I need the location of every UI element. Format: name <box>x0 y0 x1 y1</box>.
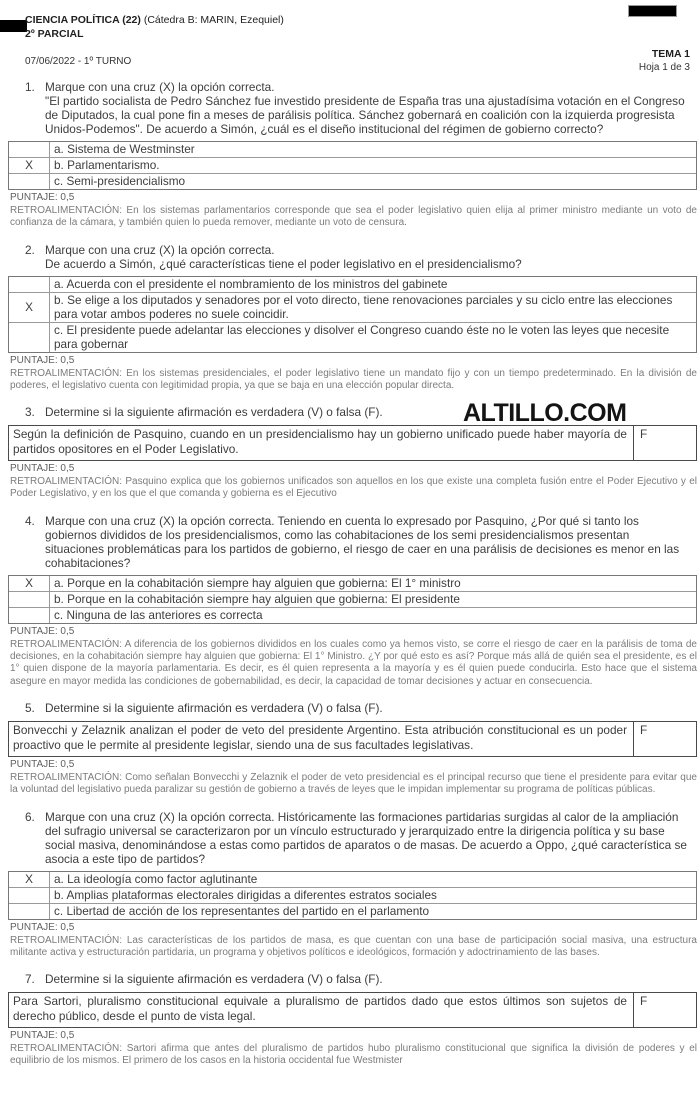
redaction-box-right <box>628 5 677 17</box>
option-row <box>9 142 697 158</box>
course-title <box>25 14 284 26</box>
question-block-5 <box>0 701 700 797</box>
question-body: "El partido socialista de Pedro Sánchez fue investido presidente de España tras una ajustadísima votación en el Congreso de Diputados, la cual pone fin a meses de parálisis política. Sánchez gobernará en coalición con la izquierda progresista Unidos-Podemos". De acuerdo a Simón, ¿cuál es el diseño institucional del régimen de gobierno correcto? <box>45 94 685 136</box>
retro-text: RETROALIMENTACIÓN: En los sistemas parlamentarios corresponde que sea el poder legislativo quien elija al primer ministro mediante un voto de confianza de la cámara, y también quien lo pueda remover, mediante un voto de censura. <box>10 205 697 229</box>
option-mark-cell: X <box>9 575 50 591</box>
statement-table <box>8 992 697 1028</box>
option-text-cell: a. Sistema de Westminster <box>50 142 697 158</box>
question-prompt: Marque con una cruz (X) la opción correcta. Históricamente las formaciones partidarias surgidas al calor de la ampliación del sufragio universal se caracterizaron por un vínculo estructurado y jerarquizado entre la dirigencia política y su base social masiva, denominándose a estas como partidos de aparatos o de masas. De acuerdo a Oppo, ¿qué característica se asocia a este tipo de partidos? <box>45 809 687 866</box>
question-block-6 <box>0 810 700 960</box>
question-prompt: Marque con una cruz (X) la opción correcta. Teniendo en cuenta lo expresado por Pasquino, ¿Por qué si tanto los gobiernos divididos de los presidencialismos, como las cohabitaciones de los semi presidencialismos presentan situaciones problemáticas para los partidos de gobierno, el riesgo de caer en una parálisis de decisiones es menor en las cohabitaciones? <box>45 513 680 570</box>
option-row <box>9 276 697 292</box>
option-row <box>9 575 697 591</box>
question-head <box>25 701 691 715</box>
question-head <box>25 972 691 986</box>
option-text-cell: b. Se elige a los diputados y senadores por el voto directo, tiene renovaciones parciales y su ciclo entre las elecciones para votar ambos poderes no suele coincidir. <box>50 292 697 322</box>
option-row <box>9 174 697 190</box>
option-text-cell: c. Ninguna de las anteriores es correcta <box>50 607 697 623</box>
question-number: 6. <box>25 809 35 824</box>
puntaje-label: PUNTAJE: 0,5 <box>10 758 75 770</box>
puntaje-label: PUNTAJE: 0,5 <box>10 921 75 933</box>
retro-text: RETROALIMENTACIÓN: A diferencia de los gobiernos divididos en los cuales como ya hemos visto, se corre el riesgo de caer en la parálisis de toma de decisiones, en la cohabitación siempre hay alguien que gobierna: El 1° Ministro. ¿Y por qué esto es así? Porque más allá de quién sea el presidente, es el 1° quien dispone de la mayoría parlamentaria. Es decir, es él quien representa a la mayoría y es él quien puede conducirla. Esto hace que el sistema asegure en mayor medida las condiciones de gobernabilidad, es decir, la capacidad de tomar decisiones y actuar en consecuencia. <box>10 638 697 687</box>
statement-table <box>8 721 697 757</box>
question-head <box>25 405 691 419</box>
option-mark-cell <box>9 607 50 623</box>
altillo-watermark: ALTILLO.COM <box>463 399 627 427</box>
option-mark-cell <box>9 142 50 158</box>
question-block-7 <box>0 972 700 1068</box>
question-head <box>25 810 691 866</box>
retro-text: RETROALIMENTACIÓN: Como señalan Bonvecchi y Zelaznik el poder de veto presidencial es el principal recurso que tiene el presidente para evitar que la voluntad del legislativo pueda paralizar su gestión de gobierno a través de leyes que le impidan implementar su programa de políticas públicas. <box>10 771 697 796</box>
option-text-cell: b. Parlamentarismo. <box>50 158 697 174</box>
exam-subtitle: 2º PARCIAL <box>25 28 84 40</box>
puntaje-label: PUNTAJE: 0,5 <box>10 1030 75 1042</box>
question-body: De acuerdo a Simón, ¿qué características tiene el poder legislativo en el presidencialismo? <box>45 256 522 271</box>
question-block-2 <box>0 243 700 393</box>
option-row <box>9 158 697 174</box>
option-text-cell: c. El presidente puede adelantar las elecciones y disolver el Congreso cuando éste no le voten las leyes que necesite para gobernar <box>50 322 697 352</box>
option-text-cell: a. La ideología como factor aglutinante <box>50 871 697 887</box>
option-text-cell: c. Semi-presidencialismo <box>50 174 697 190</box>
option-row <box>9 887 697 903</box>
puntaje-label: PUNTAJE: 0,5 <box>10 463 75 475</box>
question-number: 2. <box>25 242 35 257</box>
option-mark-cell <box>9 174 50 190</box>
question-prompt: Determine si la siguiente afirmación es verdadera (V) o falsa (F). <box>45 700 383 715</box>
puntaje-label: PUNTAJE: 0,5 <box>10 354 75 366</box>
option-text-cell: a. Porque en la cohabitación siempre hay alguien que gobierna: El 1° ministro <box>50 575 697 591</box>
option-text-cell: c. Libertad de acción de los representantes del partido en el parlamento <box>50 903 697 919</box>
statement-answer: F <box>634 721 697 756</box>
options-table <box>8 276 697 353</box>
statement-text: Para Sartori, pluralismo constitucional equivale a pluralismo de partidos dado que estos últimos son sujetos de derecho público, desde el punto de vista legal. <box>9 993 634 1028</box>
option-row <box>9 607 697 623</box>
statement-row <box>9 426 697 461</box>
course-title-detail: (Cátedra B: MARIN, Ezequiel) <box>140 14 284 26</box>
statement-table <box>8 425 697 461</box>
puntaje-label: PUNTAJE: 0,5 <box>10 625 75 637</box>
retro-text: RETROALIMENTACIÓN: Las características de los partidos de masa, es que cuentan con una base de participación social masiva, una estructura militante activa y estructuración partidaria, un programa y objetivos políticos e ideológicos, formación y adoctrinamiento de las bases. <box>10 934 697 958</box>
question-number: 7. <box>25 972 35 987</box>
option-mark-cell <box>9 276 50 292</box>
question-number: 5. <box>25 700 35 715</box>
question-number: 1. <box>25 80 35 94</box>
course-title-bold: CIENCIA POLÍTICA (22) <box>25 14 141 26</box>
retro-text: RETROALIMENTACIÓN: Pasquino explica que los gobiernos unificados son aquellos en los que existe una completa fusión entre el Poder Ejecutivo y el Poder Legislativo, y en los que el que comanda y gobierna es el Ejecutivo <box>10 476 697 500</box>
option-mark-cell: X <box>9 871 50 887</box>
options-table <box>8 575 697 624</box>
option-text-cell: b. Amplias plataformas electorales dirigidas a diferentes estratos sociales <box>50 887 697 903</box>
option-mark-cell: X <box>9 158 50 174</box>
options-table <box>8 141 697 190</box>
statement-answer: F <box>634 993 697 1028</box>
puntaje-label: PUNTAJE: 0,5 <box>10 192 75 203</box>
question-prompt: Determine si la siguiente afirmación es verdadera (V) o falsa (F). <box>45 972 383 987</box>
retro-text: RETROALIMENTACIÓN: En los sistemas presidenciales, el poder legislativo tiene un mandato fijo y con un tiempo predeterminado. En la división de poderes, el legislativo cuenta con legitimidad propia, ya que se baja en una elección popular directa. <box>10 367 697 391</box>
option-mark-cell <box>9 591 50 607</box>
question-head <box>25 243 691 257</box>
statement-row <box>9 721 697 756</box>
statement-answer: F <box>634 426 697 461</box>
statement-row <box>9 993 697 1028</box>
question-head <box>25 514 691 570</box>
option-mark-cell <box>9 887 50 903</box>
retro-text: RETROALIMENTACIÓN: Sartori afirma que antes del pluralismo de partidos hubo pluralismo constitucional que significa la división de poderes y el equilibrio de los mismos. El primero de los casos en la historia occidental fue Westmister <box>10 1043 697 1067</box>
question-prompt: Marque con una cruz (X) la opción correcta. <box>45 80 275 94</box>
option-row <box>9 322 697 352</box>
exam-date: 07/06/2022 - 1º TURNO <box>25 56 132 67</box>
option-row <box>9 871 697 887</box>
option-mark-cell: X <box>9 292 50 322</box>
option-row <box>9 292 697 322</box>
option-text-cell: a. Acuerda con el presidente el nombramiento de los ministros del gabinete <box>50 276 697 292</box>
question-head <box>25 80 691 94</box>
redaction-box-left <box>0 20 27 32</box>
option-row <box>9 591 697 607</box>
option-text-cell: b. Porque en la cohabitación siempre hay alguien que gobierna: El presidente <box>50 591 697 607</box>
sheet-number-label: Hoja 1 de 3 <box>638 62 690 73</box>
statement-text: Bonvecchi y Zelaznik analizan el poder de veto del presidente Argentino. Esta atribución constitucional es un poder proactivo que le permite al presidente legislar, siendo una de sus facultades legislativas. <box>9 721 634 756</box>
question-number: 3. <box>25 405 35 420</box>
question-block-3 <box>0 405 700 501</box>
question-number: 4. <box>25 513 35 528</box>
question-prompt: Determine si la siguiente afirmación es verdadera (V) o falsa (F). <box>45 405 383 420</box>
options-table <box>8 871 697 920</box>
option-row <box>9 903 697 919</box>
option-mark-cell <box>9 903 50 919</box>
tema-label: TEMA 1 <box>651 48 690 60</box>
questions-area <box>0 80 700 1081</box>
statement-text: Según la definición de Pasquino, cuando en un presidencialismo hay un gobierno unificado puede haber mayoría de partidos opositores en el Poder Legislativo. <box>9 426 634 461</box>
question-prompt: Marque con una cruz (X) la opción correcta. <box>45 242 275 257</box>
question-block-4 <box>0 514 700 688</box>
option-mark-cell <box>9 322 50 352</box>
question-block-1 <box>0 80 700 230</box>
